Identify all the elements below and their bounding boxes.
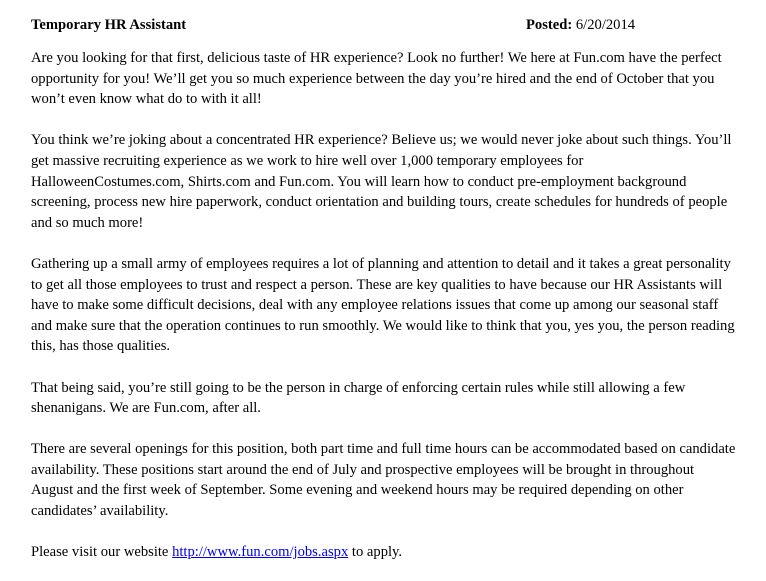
paragraph-apply — [31, 542, 738, 563]
paragraph-experience: You think we’re joking about a concentrated HR experience? Believe us; we would never joke about such things. You’ll get massive recruiting experience as we work to hire well over 1,000 temporary employees for HalloweenCostumes.com, Shirts.com and Fun.com. You will learn how to conduct pre-employment background screening, process new hire paperwork, conduct orientation and building tours, create schedules for hundreds of people and so much more! — [31, 132, 732, 231]
apply-prefix: Please visit our website — [31, 544, 173, 561]
paragraph-intro: Are you looking for that first, delicious taste of HR experience? Look no further! We here at Fun.com have the perfect opportunity for you! We’ll get you so much experience between the day you’re hired and the end of October that you won’t even know what do to with it all! — [31, 50, 722, 108]
posting-header — [31, 16, 738, 36]
posted-info — [526, 16, 635, 34]
posted-date: 6/20/2014 — [575, 17, 636, 33]
posted-label: Posted: — [526, 17, 573, 33]
paragraph-rules: That being said, you’re still going to be the person in charge of enforcing certain rules while still allowing a few shenanigans. We are Fun.com, after all. — [31, 379, 686, 417]
apply-suffix: to apply. — [348, 544, 403, 561]
jobs-link[interactable]: http://www.fun.com/jobs.aspx — [172, 544, 349, 561]
paragraph-openings: There are several openings for this position, both part time and full time hours can be accommodated based on candidate availability. These positions start around the end of July and prospective employees will be brought in throughout August and the first week of September. Some evening and weekend hours may be required depending on other candidates’ availability. — [31, 441, 736, 520]
job-title: Temporary HR Assistant — [31, 17, 187, 33]
paragraph-qualities: Gathering up a small army of employees requires a lot of planning and attention to detail and it takes a great personality to get all those employees to trust and respect a person. These are key qualities to have because our HR Assistants will have to make some difficult decisions, deal with any employee relations issues that come up among our seasonal staff and make sure that the operation continues to run smoothly. We would like to think that you, yes you, the person reading this, has those qualities. — [31, 255, 735, 355]
